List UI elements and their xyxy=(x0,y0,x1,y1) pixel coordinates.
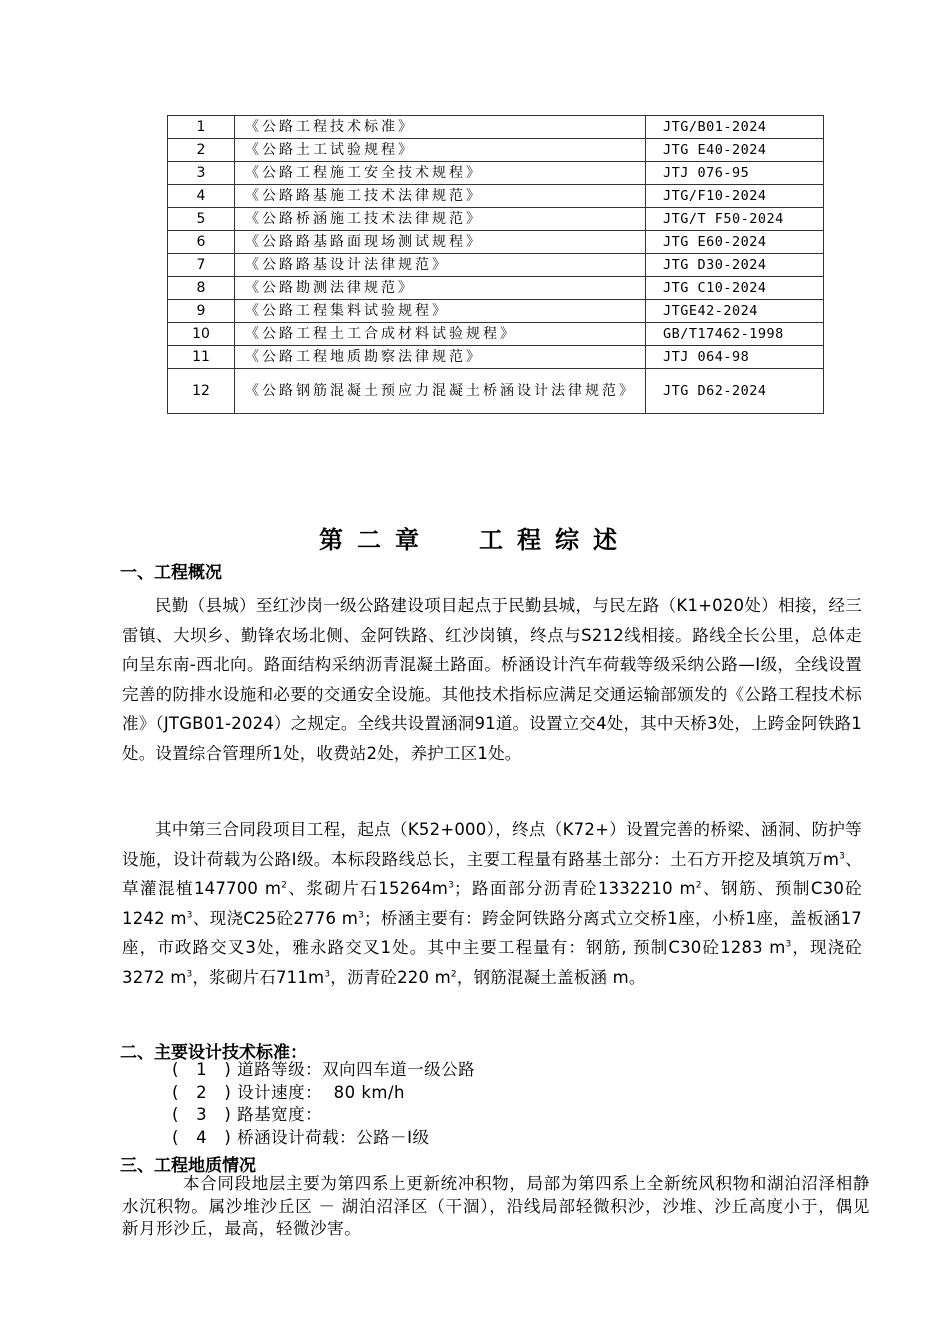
row-number: 5 xyxy=(168,208,235,231)
standard-name: 《公路土工试验规程》 xyxy=(235,139,646,162)
chapter-number: 第二章 xyxy=(319,526,433,554)
section-heading-geology: 三、工程地质情况 xyxy=(120,1156,256,1176)
overview-paragraph-2: 其中第三合同段项目工程，起点（K52+000），终点（K72+）设置完善的桥梁、涵洞、防护等设施，设计荷载为公路Ⅰ级。本标段路线总长，主要工程量有路基土部分：土石方开挖及填筑万$m^3$、草灌混植147700 $m^2$、浆砌片石$15264m^3$；路面部分沥青砼1332210 $m^2$、钢筋、预制C30砼1242 $m^3$、现浇C25砼2776 $m^3$；桥涵主要有：跨金阿铁路分离式立交桥1座，小桥1座，盖板涵17座，市政路交叉3处，雅永路交叉1处。其中主要工程量有：钢筋, 预制C30砼1283 $m^3$，现浇砼3272 $m^3$，浆砌片石$711m^3$，沥青砼220 $m^2$，钢筋混凝土盖板涵 m。 xyxy=(122,820,862,987)
list-item: ( 2 ) 设计速度： 80 km/h xyxy=(172,1082,405,1102)
standard-name: 《公路工程地质勘察法律规范》 xyxy=(235,346,646,369)
standard-name: 《公路勘测法律规范》 xyxy=(235,277,646,300)
table-row xyxy=(168,369,824,414)
row-number: 8 xyxy=(168,277,235,300)
table-row xyxy=(168,346,824,369)
row-number: 1 xyxy=(168,116,235,139)
row-number: 7 xyxy=(168,254,235,277)
chapter-name: 工程综述 xyxy=(479,526,631,554)
table-row xyxy=(168,300,824,323)
list-item: ( 4 ) 桥涵设计荷载：公路－Ⅰ级 xyxy=(172,1127,430,1147)
table-row xyxy=(168,277,824,300)
overview-paragraph-1: 民勤（县城）至红沙岗一级公路建设项目起点于民勤县城，与民左路（K1+020处）相接，经三雷镇、大坝乡、勤锋农场北侧、金阿铁路、红沙岗镇，终点与S212线相接。路线全长公里，总体走向呈东南-西北向。路面结构采纳沥青混凝土路面。桥涵设计汽车荷载等级采纳公路—Ⅰ级，全线设置完善的防排水设施和必要的交通安全设施。其他技术指标应满足交通运输部颁发的《公路工程技术标准》（JTGB01-2024）之规定。全线共设置涵洞91道。设置立交4处，其中天桥3处，上跨金阿铁路1处。设置综合管理所1处，收费站2处，养护工区1处。 xyxy=(122,596,862,763)
row-number: 9 xyxy=(168,300,235,323)
standard-name: 《公路工程技术标准》 xyxy=(235,116,646,139)
standard-code: JTGE42-2024 xyxy=(646,300,824,323)
standard-code: JTG/F10-2024 xyxy=(646,185,824,208)
standard-code: GB/T17462-1998 xyxy=(646,323,824,346)
row-number: 4 xyxy=(168,185,235,208)
standard-name: 《公路工程施工安全技术规程》 xyxy=(235,162,646,185)
standard-name: 《公路钢筋混凝土预应力混凝土桥涵设计法律规范》 xyxy=(235,369,646,414)
list-item: ( 3 ) 路基宽度： xyxy=(172,1105,323,1124)
row-number: 10 xyxy=(168,323,235,346)
table-row xyxy=(168,185,824,208)
row-number: 3 xyxy=(168,162,235,185)
design-standards-list xyxy=(172,1059,475,1149)
chapter-title xyxy=(0,520,950,555)
row-number: 6 xyxy=(168,231,235,254)
table-row xyxy=(168,208,824,231)
standard-code: JTG/B01-2024 xyxy=(646,116,824,139)
standard-code: JTG D30-2024 xyxy=(646,254,824,277)
standard-code: JTG C10-2024 xyxy=(646,277,824,300)
standard-name: 《公路路基路面现场测试规程》 xyxy=(235,231,646,254)
standards-table xyxy=(167,115,824,414)
row-number: 12 xyxy=(168,369,235,414)
standard-code: JTG/T F50-2024 xyxy=(646,208,824,231)
standard-code: JTJ 064-98 xyxy=(646,346,824,369)
standard-name: 《公路桥涵施工技术法律规范》 xyxy=(235,208,646,231)
section-heading-design-standards: 二、主要设计技术标准： xyxy=(120,1043,307,1063)
standard-name: 《公路路基设计法律规范》 xyxy=(235,254,646,277)
table-row xyxy=(168,254,824,277)
row-number: 2 xyxy=(168,139,235,162)
list-item: ( 1 ) 道路等级：双向四车道一级公路 xyxy=(172,1060,476,1079)
table-row xyxy=(168,162,824,185)
standard-code: JTJ 076-95 xyxy=(646,162,824,185)
standard-name: 《公路工程土工合成材料试验规程》 xyxy=(235,323,646,346)
section-heading-overview: 一、工程概况 xyxy=(120,563,222,583)
table-row xyxy=(168,323,824,346)
standard-code: JTG E40-2024 xyxy=(646,139,824,162)
row-number: 11 xyxy=(168,346,235,369)
table-row xyxy=(168,139,824,162)
standard-name: 《公路路基施工技术法律规范》 xyxy=(235,185,646,208)
standard-name: 《公路工程集料试验规程》 xyxy=(235,300,646,323)
standard-code: JTG E60-2024 xyxy=(646,231,824,254)
geology-paragraph: 本合同段地层主要为第四系上更新统冲积物，局部为第四系上全新统风积物和湖泊沼泽相静水沉积物。属沙堆沙丘区 － 湖泊沼泽区（干涸），沿线局部轻微积沙，沙堆、沙丘高度小于，偶见新月形沙丘，最高，轻微沙害。 xyxy=(122,1174,870,1238)
standard-code: JTG D62-2024 xyxy=(646,369,824,414)
table-row xyxy=(168,116,824,139)
table-row xyxy=(168,231,824,254)
